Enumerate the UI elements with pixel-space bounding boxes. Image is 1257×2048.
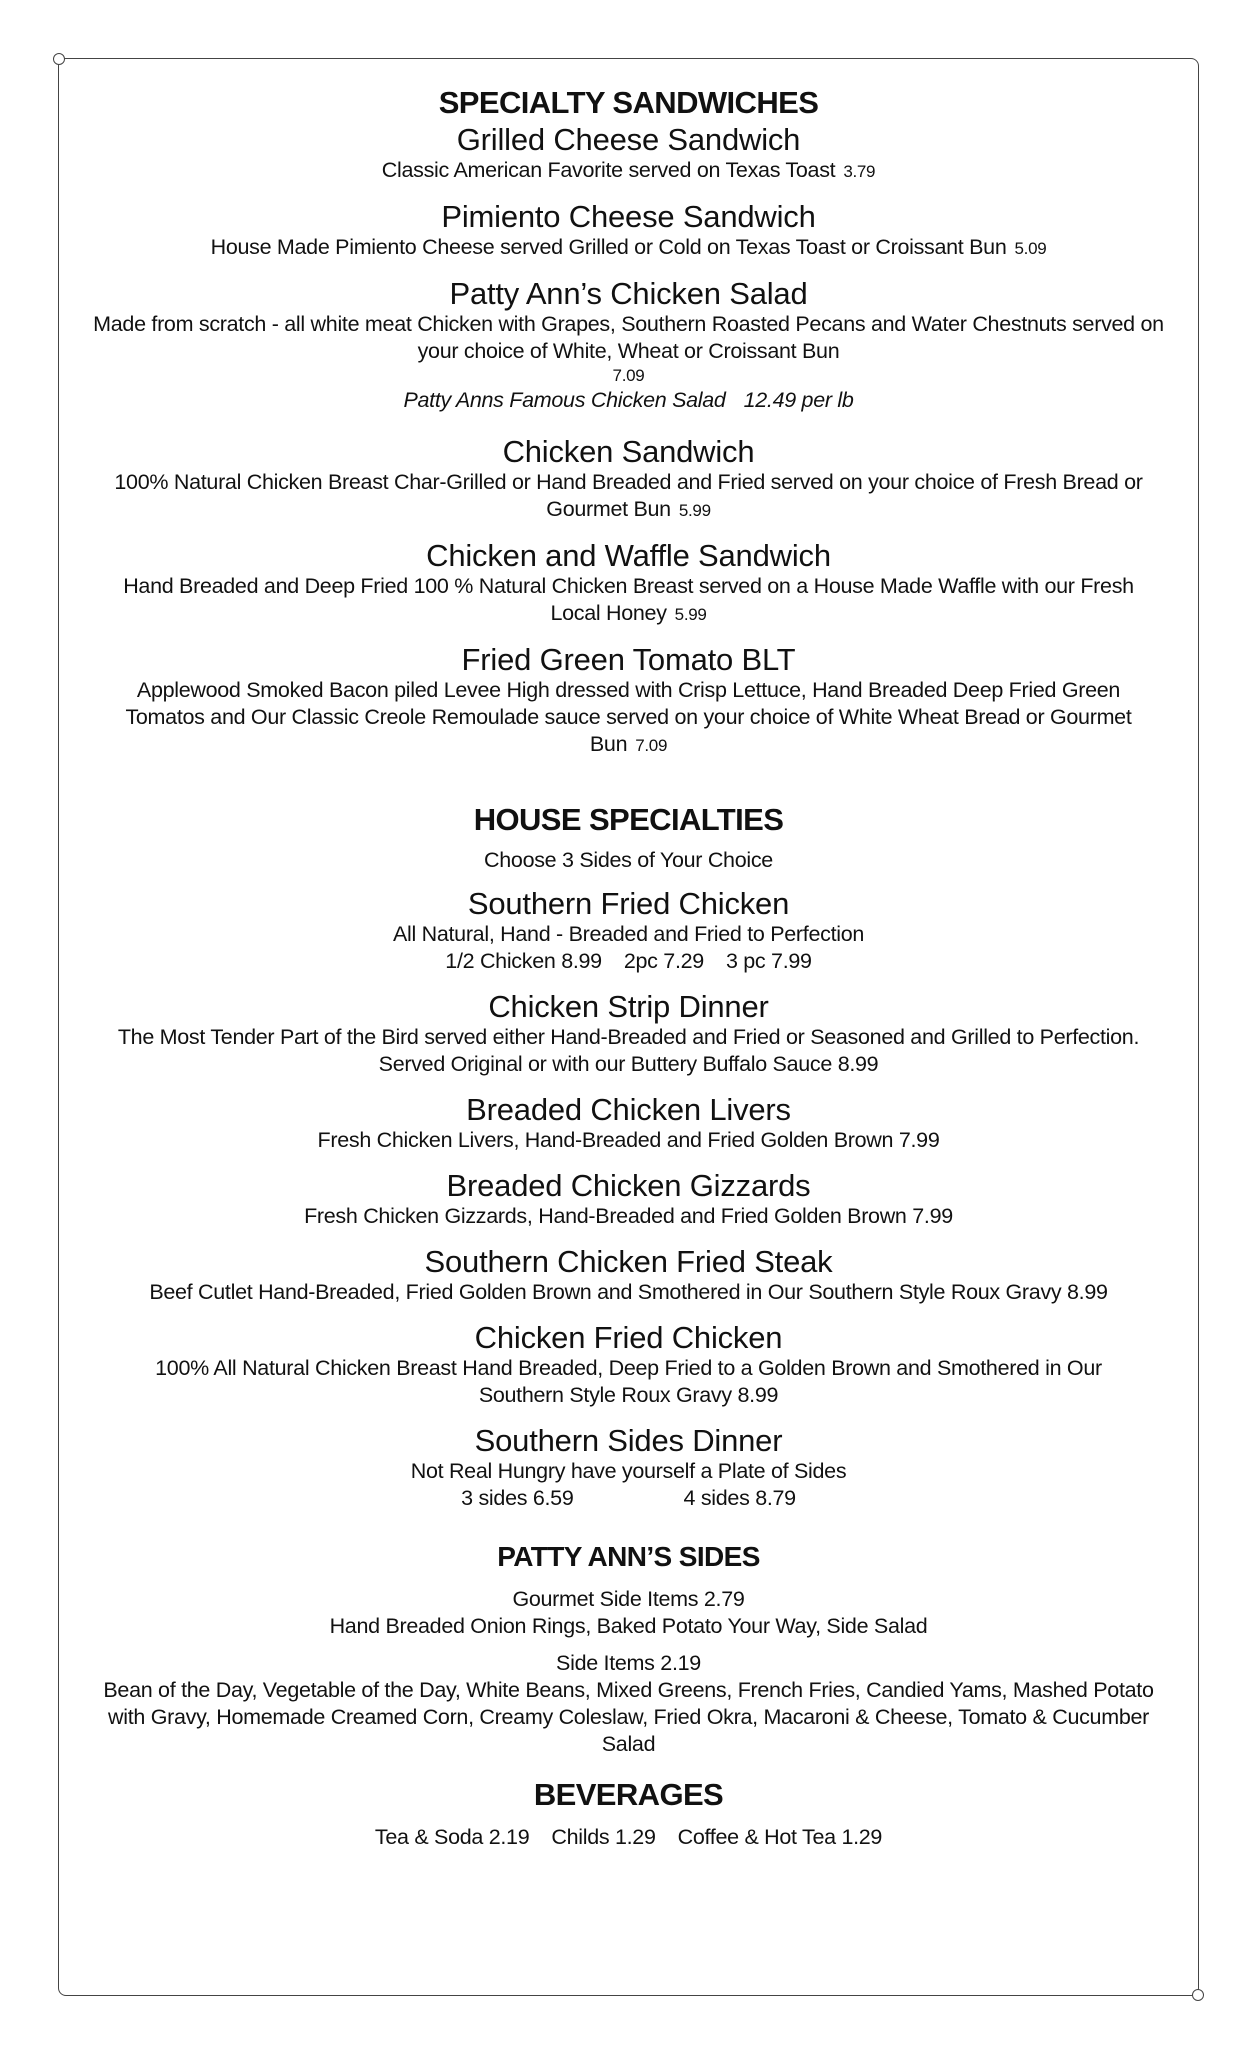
section-title-sides: PATTY ANN’S SIDES <box>497 1541 760 1572</box>
item-name: Chicken Strip Dinner <box>488 989 769 1024</box>
item-name: Breaded Chicken Livers <box>466 1092 791 1127</box>
menu-item <box>90 886 1167 975</box>
menu-item <box>90 122 1167 185</box>
item-prices <box>90 1485 1167 1512</box>
menu-item <box>90 642 1167 759</box>
menu-item <box>90 199 1167 262</box>
menu-content <box>90 84 1167 1851</box>
item-price: 5.99 <box>678 501 711 520</box>
menu-item <box>90 1423 1167 1512</box>
item-extra: Patty Anns Famous Chicken Salad 12.49 per lb <box>403 388 854 412</box>
item-desc: The Most Tender Part of the Bird served either Hand-Breaded and Fried or Seasoned and Grilled to Perfection. Served Original or with our Buttery Buffalo Sauce 8.99 <box>117 1025 1140 1076</box>
item-price: 5.09 <box>1014 239 1047 258</box>
item-desc: 100% All Natural Chicken Breast Hand Breaded, Deep Fried to a Golden Brown and Smothered in Our Southern Style Roux Gravy 8.99 <box>155 1356 1102 1407</box>
beverage-tea-soda: Tea & Soda 2.19 <box>374 1825 530 1849</box>
item-desc: Beef Cutlet Hand-Breaded, Fried Golden Brown and Smothered in Our Southern Style Roux Gravy 8.99 <box>149 1280 1108 1304</box>
item-name: Chicken Fried Chicken <box>474 1320 783 1355</box>
item-desc: Made from scratch - all white meat Chicken with Grapes, Southern Roasted Pecans and Water Chestnuts served on your choice of White, Wheat or Croissant Bun <box>93 312 1164 363</box>
item-desc: House Made Pimiento Cheese served Grilled or Cold on Texas Toast or Croissant Bun 5.09 <box>210 235 1047 259</box>
menu-item <box>90 538 1167 628</box>
item-name: Southern Fried Chicken <box>467 886 790 921</box>
item-name: Fried Green Tomato BLT <box>461 642 796 677</box>
menu-item <box>90 989 1167 1078</box>
item-desc: Fresh Chicken Livers, Hand-Breaded and Fried Golden Brown 7.99 <box>317 1128 940 1152</box>
item-desc: 100% Natural Chicken Breast Char-Grilled or Hand Breaded and Fried served on your choice of Fresh Bread or Gourmet Bun 5.99 <box>114 470 1143 521</box>
item-desc: Hand Breaded and Deep Fried 100 % Natural Chicken Breast served on a House Made Waffle with our Fresh Local Honey 5.99 <box>123 574 1134 625</box>
side-items-list: Bean of the Day, Vegetable of the Day, White Beans, Mixed Greens, French Fries, Candied Yams, Mashed Potato with Gravy, Homemade Creamed Corn, Creamy Coleslaw, Fried Okra, Macaroni & Cheese, Tomato & Cucumber Salad <box>103 1678 1154 1756</box>
gourmet-sides-list: Hand Breaded Onion Rings, Baked Potato Your Way, Side Salad <box>329 1614 928 1638</box>
price-3-sides: 3 sides 6.59 <box>461 1486 574 1510</box>
menu-item <box>90 1320 1167 1409</box>
item-desc: All Natural, Hand - Breaded and Fried to Perfection <box>392 922 865 946</box>
beverages-list <box>90 1824 1167 1851</box>
item-prices <box>90 948 1167 975</box>
item-name: Chicken Sandwich <box>502 434 755 469</box>
section-title-beverages: BEVERAGES <box>533 1777 724 1812</box>
item-name: Breaded Chicken Gizzards <box>446 1168 811 1203</box>
price-3pc: 3 pc 7.99 <box>725 949 812 973</box>
item-name: Pimiento Cheese Sandwich <box>441 199 816 234</box>
item-desc: Applewood Smoked Bacon piled Levee High dressed with Crisp Lettuce, Hand Breaded Deep Fried Green Tomatos and Our Classic Creole Remoulade sauce served on your choice of White Wheat Bread or Gourmet Bun 7.09 <box>125 678 1132 756</box>
beverage-coffee: Coffee & Hot Tea 1.29 <box>677 1825 883 1849</box>
item-price: 7.09 <box>612 366 645 385</box>
menu-item <box>90 1244 1167 1306</box>
menu-item <box>90 276 1167 414</box>
section-subtitle: Choose 3 Sides of Your Choice <box>484 848 773 872</box>
side-items-label: Side Items 2.19 <box>556 1651 701 1675</box>
item-desc: Not Real Hungry have yourself a Plate of Sides <box>410 1459 847 1483</box>
section-title-specialties: HOUSE SPECIALTIES <box>473 802 784 837</box>
item-desc: Classic American Favorite served on Texas Toast 3.79 <box>381 158 876 182</box>
gourmet-sides-label: Gourmet Side Items 2.79 <box>512 1587 745 1611</box>
beverage-childs: Childs 1.29 <box>551 1825 656 1849</box>
item-name: Grilled Cheese Sandwich <box>456 122 801 157</box>
item-price: 3.79 <box>843 162 876 181</box>
section-title-sandwiches: SPECIALTY SANDWICHES <box>438 85 819 120</box>
menu-item <box>90 1092 1167 1154</box>
item-extra-price: 12.49 per lb <box>743 388 854 412</box>
item-desc: Fresh Chicken Gizzards, Hand-Breaded and Fried Golden Brown 7.99 <box>304 1204 953 1228</box>
item-name: Southern Chicken Fried Steak <box>424 1244 833 1279</box>
item-price: 5.99 <box>674 605 707 624</box>
item-price: 7.09 <box>635 736 668 755</box>
menu-item <box>90 1168 1167 1230</box>
price-4-sides: 4 sides 8.79 <box>683 1486 796 1510</box>
item-name: Chicken and Waffle Sandwich <box>426 538 831 573</box>
item-name: Southern Sides Dinner <box>474 1423 783 1458</box>
menu-item <box>90 434 1167 524</box>
item-name: Patty Ann’s Chicken Salad <box>449 276 808 311</box>
price-2pc: 2pc 7.29 <box>623 949 704 973</box>
price-half: 1/2 Chicken 8.99 <box>445 949 602 973</box>
